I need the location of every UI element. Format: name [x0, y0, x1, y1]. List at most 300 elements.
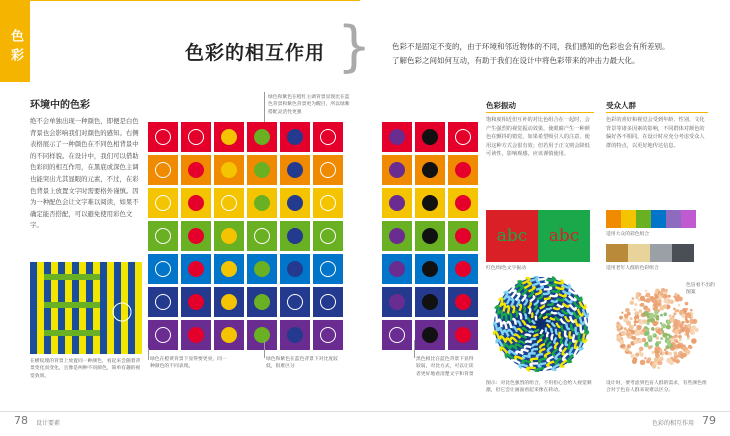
chapter-intro: [392, 40, 692, 68]
audience-rule: [606, 112, 708, 113]
grid-dot: [254, 162, 270, 178]
header-rule: [30, 0, 360, 1]
callout-top: 绿色和紫色在橙红主调背景显现比在蓝色背景和紫色背景更为醒目，所以绿紫搭配灵活性更强: [268, 95, 350, 115]
spiral-stroke: [525, 335, 531, 336]
plate-dot: [687, 335, 690, 338]
color-grid-left: [148, 122, 343, 350]
plate-dot: [665, 289, 668, 292]
spiral-stroke: [531, 327, 536, 328]
plate-dot: [621, 331, 626, 336]
plate-dot: [633, 339, 638, 344]
abc-red-on-green: abc: [548, 226, 580, 246]
grid-dot: [221, 294, 237, 310]
plate-dot: [677, 354, 681, 358]
grid-dot: [422, 228, 438, 244]
plate-dot: [638, 293, 641, 296]
palette-elderly-caption: 适用老年人群的色彩组合: [606, 266, 659, 271]
grid-cell: [181, 287, 211, 317]
plate-dot: [660, 352, 663, 355]
grid-cell: [382, 155, 412, 185]
grid-dot: [389, 195, 405, 211]
plate-dot: [625, 308, 630, 313]
grid-dot: [188, 195, 204, 211]
grid-dot: [287, 162, 303, 178]
plate-dot: [656, 315, 659, 318]
footer-rule: [0, 411, 730, 412]
grid-dot: [320, 327, 336, 343]
plate-dot: [630, 317, 633, 320]
grid-cell: [280, 188, 310, 218]
spiral-stroke: [546, 328, 547, 333]
spiral-stroke: [546, 321, 551, 322]
plate-dot: [639, 310, 642, 313]
grid-dot: [455, 195, 471, 211]
plate-dot: [652, 328, 655, 331]
plate-dot: [656, 336, 660, 340]
grid-cell: [415, 122, 445, 152]
grid-cell: [382, 188, 412, 218]
spiral-stroke: [529, 308, 530, 314]
grid-cell: [313, 320, 343, 350]
plate-dot: [681, 356, 684, 359]
grid-dot: [287, 228, 303, 244]
grid-cell: [448, 287, 478, 317]
plate-dot: [669, 300, 674, 305]
grid-dot: [455, 327, 471, 343]
grid-dot: [422, 195, 438, 211]
page-number-left: 78: [14, 414, 28, 427]
palette-swatch: [666, 210, 681, 228]
plate-dot: [617, 335, 620, 338]
plate-dot: [629, 351, 632, 354]
illusion-caption: 图示：对比色强烈的组合，不用担心会给人视觉刺激，但它会让画面看起来像在转动。: [486, 381, 592, 394]
plate-dot: [653, 334, 656, 337]
grid-dot: [188, 228, 204, 244]
grid-cell: [247, 287, 277, 317]
plate-dot: [659, 357, 663, 361]
grid-cell: [247, 320, 277, 350]
plate-caption-top: 色盲看不出的图案: [686, 283, 715, 296]
grid-dot: [287, 195, 303, 211]
green-swatch: [538, 210, 590, 262]
plate-dot: [681, 314, 685, 318]
grid-dot: [254, 261, 270, 277]
grid-cell: [415, 188, 445, 218]
palette-swatch: [681, 210, 696, 228]
plate-dot: [631, 354, 635, 358]
plate-dot: [666, 339, 671, 344]
plate-dot: [651, 351, 654, 354]
plate-dot: [640, 360, 646, 366]
plate-dot: [636, 319, 639, 322]
plate-dot: [663, 312, 667, 316]
grid-dot: [389, 327, 405, 343]
grid-cell: [448, 221, 478, 251]
grid-dot: [155, 162, 171, 178]
grid-cell: [181, 254, 211, 284]
footer-label-right: 色彩的相互作用: [652, 420, 695, 427]
plate-dot: [660, 322, 662, 324]
plate-dot: [638, 299, 641, 302]
grid-dot: [155, 327, 171, 343]
grid-cell: [448, 155, 478, 185]
plate-dot: [685, 302, 689, 306]
grid-cell: [280, 287, 310, 317]
grid-dot: [221, 261, 237, 277]
plate-dot: [616, 326, 618, 328]
plate-dot: [678, 335, 682, 339]
plate-dot: [647, 336, 651, 340]
grid-cell: [148, 254, 178, 284]
plate-dot: [663, 298, 668, 303]
palette-swatch: [651, 210, 666, 228]
plate-dot: [655, 295, 659, 299]
plate-dot: [635, 329, 638, 332]
plate-dot: [694, 328, 698, 332]
grid-cell: [448, 122, 478, 152]
section-title: 环境中的色彩: [30, 100, 90, 111]
plate-dot: [690, 309, 693, 312]
grid-cell: [181, 155, 211, 185]
vibration-swatches: [486, 210, 590, 262]
plate-dot: [676, 343, 681, 348]
grid-dot: [455, 294, 471, 310]
grid-cell: [214, 254, 244, 284]
plate-dot: [638, 339, 642, 343]
grid-dot: [422, 261, 438, 277]
page-number-right: 79: [702, 414, 716, 427]
grid-dot: [455, 228, 471, 244]
spiral-stroke: [529, 331, 534, 332]
plate-dot: [661, 323, 666, 328]
grid-dot: [389, 162, 405, 178]
abc-green-on-red: abc: [496, 226, 528, 246]
plate-dot: [666, 325, 671, 330]
grid-dot: [422, 294, 438, 310]
grid-cell: [214, 221, 244, 251]
palette-swatch: [628, 244, 650, 262]
plate-dot: [632, 297, 635, 300]
plate-dot: [668, 295, 671, 298]
grid-cell: [214, 155, 244, 185]
callout-bottom-mid: 绿色和紫色在蓝色背景下对比度较低，很难区分: [266, 357, 338, 370]
grid-cell: [148, 221, 178, 251]
palette-swatch: [672, 244, 694, 262]
grid-cell: [382, 221, 412, 251]
rotating-illusion-image: [493, 276, 589, 372]
grid-cell: [214, 287, 244, 317]
grid-dot: [320, 195, 336, 211]
palette-swatch: [636, 210, 651, 228]
grid-cell: [313, 287, 343, 317]
grid-dot: [455, 162, 471, 178]
vibration-text: 饱和度相近但互补的对比色组合在一起时，会产生强烈的视觉振动效果，使眼睛产生一种颜色在颤抖的错觉。如果希望吸引人的注意，使用这种方式会很有效；但若用于正文则会降低可读性，影响观感，应该谨慎使用。: [486, 117, 590, 158]
plate-dot: [669, 314, 672, 317]
plate-dot: [673, 312, 676, 315]
grid-dot: [221, 129, 237, 145]
grid-dot: [389, 129, 405, 145]
grid-cell: [247, 188, 277, 218]
grid-cell: [415, 287, 445, 317]
plate-dot: [637, 312, 640, 315]
plate-dot: [619, 316, 623, 320]
plate-dot: [678, 297, 683, 302]
plate-dot: [674, 293, 677, 296]
plate-dot: [626, 332, 631, 337]
grid-cell: [448, 320, 478, 350]
footer-label-left: 设计要素: [36, 420, 61, 427]
grid-dot: [320, 129, 336, 145]
chapter-tab: 色彩: [0, 0, 30, 82]
plate-dot: [668, 352, 672, 356]
plate-dot: [629, 325, 634, 330]
spiral-stroke: [553, 308, 559, 310]
grid-cell: [382, 320, 412, 350]
callout-bottom-right: 黑色相比在蓝色背景下显得较弱，对比方式，可以让读者更好地看清楚文字和背景: [416, 357, 474, 377]
plate-dot: [646, 298, 651, 303]
intro-line-1: 色彩不是固定不变的，由于环境和邻近物体的不同，我们感知的色彩也会有所差别。: [392, 42, 670, 51]
grid-cell: [148, 155, 178, 185]
plate-dot: [660, 331, 663, 334]
plate-dot: [642, 328, 646, 332]
plate-dot: [685, 349, 690, 354]
grid-dot: [254, 129, 270, 145]
grid-dot: [254, 327, 270, 343]
grid-cell: [448, 188, 478, 218]
swatch-caption: 红色/绿色文字振动: [486, 266, 526, 271]
grid-cell: [448, 254, 478, 284]
plate-dot: [662, 333, 667, 338]
grid-cell: [313, 122, 343, 152]
plate-dot: [657, 366, 660, 369]
palette-swatch: [606, 210, 621, 228]
grid-dot: [188, 294, 204, 310]
grid-dot: [221, 162, 237, 178]
grid-dot: [155, 261, 171, 277]
palette-general-caption: 适用大众的彩色组合: [606, 232, 650, 237]
plate-dot: [658, 341, 661, 344]
grid-dot: [254, 228, 270, 244]
plate-dot: [634, 324, 636, 326]
callout-line-br: [414, 340, 415, 358]
grid-dot: [221, 327, 237, 343]
grid-cell: [415, 254, 445, 284]
grid-dot: [188, 261, 204, 277]
plate-dot: [689, 346, 692, 349]
grid-cell: [415, 155, 445, 185]
spiral-stroke: [546, 313, 551, 314]
grid-cell: [313, 221, 343, 251]
spiral-stroke: [551, 312, 557, 313]
plate-dot: [636, 325, 641, 330]
plate-dot: [667, 334, 670, 337]
plate-dot: [624, 327, 627, 330]
callout-line-bl: [148, 348, 149, 360]
grid-cell: [181, 320, 211, 350]
plate-caption: 设计时，要考虑到色盲人群的需求，有些颜色组合对于色盲人群来说难以区分。: [606, 381, 707, 394]
grid-cell: [280, 254, 310, 284]
plate-dot: [687, 324, 691, 328]
plate-dot: [647, 322, 650, 325]
grid-dot: [320, 294, 336, 310]
callout-bottom-left: 绿色在橙黄背景下显得要更亮，同一种颜色的不同表现。: [150, 357, 227, 370]
grid-cell: [247, 254, 277, 284]
chapter-title: 色彩的相互作用: [185, 42, 326, 64]
palette-general: [606, 210, 696, 228]
grid-cell: [247, 155, 277, 185]
palette-swatch: [606, 244, 628, 262]
grid-dot: [221, 195, 237, 211]
plate-dot: [683, 325, 685, 327]
grid-cell: [280, 320, 310, 350]
grid-cell: [214, 320, 244, 350]
plate-dot: [676, 340, 679, 343]
plate-dot: [647, 357, 651, 361]
plate-dot: [651, 345, 653, 347]
grid-dot: [320, 162, 336, 178]
grid-cell: [313, 155, 343, 185]
stripe-overlay: [30, 262, 142, 354]
plate-dot: [660, 314, 663, 317]
grid-dot: [422, 129, 438, 145]
plate-dot: [652, 364, 657, 369]
grid-dot: [155, 228, 171, 244]
section-body: 绝不会单独出现一种颜色，即便是白色背景也会影响我们对颜色的感知。右侧表格展示了一种颜色在不同色相背景中的不同样貌。在设计中，我们可以借助色彩间的相互作用，在黑底或深色主调也能突出尤其显眼的元素，不过，在彩色背景上放置文字时需要格外谨慎。因为一种配色会让文字难以阅读，如果不确定能否搭配，可以避免使用彩色文字。: [30, 117, 139, 230]
grid-cell: [382, 287, 412, 317]
grid-cell: [148, 287, 178, 317]
plate-dot: [669, 317, 674, 322]
grid-dot: [320, 228, 336, 244]
spiral-stroke: [532, 313, 533, 318]
plate-dot: [640, 303, 644, 307]
grid-cell: [382, 122, 412, 152]
plate-dot: [647, 319, 651, 323]
plate-dot: [620, 344, 624, 348]
red-swatch: [486, 210, 538, 262]
plate-dot: [644, 357, 647, 360]
plate-dot: [645, 342, 648, 345]
grid-dot: [389, 294, 405, 310]
grid-cell: [280, 122, 310, 152]
grid-cell: [415, 320, 445, 350]
plate-dot: [686, 312, 692, 318]
grid-dot: [455, 129, 471, 145]
plate-dot: [673, 351, 677, 355]
plate-dot: [649, 313, 654, 318]
grid-dot: [221, 228, 237, 244]
grid-dot: [254, 195, 270, 211]
audience-text: 色彩的喜好和视觉会受到年龄、性别、文化背景等诸多因素的影响，不同群体对颜色的偏好各不相同，在设计时应充分考虑受众人群的特点，以更好地传达信息。: [606, 117, 705, 149]
plate-dot: [621, 312, 623, 314]
palette-elderly: [606, 244, 694, 262]
plate-dot: [665, 351, 669, 355]
grid-dot: [287, 327, 303, 343]
plate-dot: [654, 310, 659, 315]
grid-cell: [313, 188, 343, 218]
grid-dot: [188, 162, 204, 178]
plate-dot: [653, 321, 658, 326]
plate-dot: [666, 358, 671, 363]
grid-dot: [254, 294, 270, 310]
plate-dot: [663, 304, 667, 308]
plate-dot: [643, 311, 649, 317]
grid-cell: [181, 122, 211, 152]
plate-dot: [630, 301, 634, 305]
spiral-stroke: [536, 316, 537, 321]
grid-cell: [148, 122, 178, 152]
grid-dot: [188, 129, 204, 145]
plate-dot: [679, 338, 682, 341]
plate-dot: [638, 351, 641, 354]
plate-dot: [679, 331, 682, 334]
palette-swatch: [650, 244, 672, 262]
plate-dot: [685, 329, 690, 334]
plate-dot: [661, 293, 664, 296]
plate-dot: [625, 348, 629, 352]
intro-line-2: 了解色彩之间如何互动，有助于我们在设计中将色彩带来的冲击力最大化。: [392, 56, 640, 65]
plate-dot: [652, 298, 657, 303]
plate-dot: [679, 323, 684, 328]
grid-dot: [188, 327, 204, 343]
plate-dot: [664, 349, 667, 352]
grid-cell: [247, 221, 277, 251]
grid-cell: [214, 188, 244, 218]
plate-dot: [678, 304, 680, 306]
vibration-title: 色彩振动: [486, 101, 516, 110]
grid-cell: [148, 320, 178, 350]
plate-dot: [686, 308, 689, 311]
grid-cell: [181, 188, 211, 218]
grid-cell: [181, 221, 211, 251]
grid-dot: [389, 228, 405, 244]
spiral-stroke: [552, 334, 553, 340]
grid-dot: [155, 294, 171, 310]
brace-decoration: }: [337, 15, 372, 78]
plate-dot: [634, 303, 637, 306]
plate-dot: [639, 347, 644, 352]
callout-line-top: [264, 92, 265, 122]
vibration-rule: [486, 112, 594, 113]
plate-dot: [690, 330, 695, 335]
grid-dot: [455, 261, 471, 277]
callout-line-bm: [264, 340, 265, 358]
plate-dot: [691, 340, 694, 343]
plate-dot: [685, 318, 688, 321]
plate-dot: [652, 306, 654, 308]
grid-cell: [280, 221, 310, 251]
grid-cell: [313, 254, 343, 284]
grid-cell: [247, 122, 277, 152]
plate-dot: [645, 290, 647, 292]
plate-dot: [631, 330, 635, 334]
palette-swatch: [621, 210, 636, 228]
color-grid-right: [382, 122, 478, 350]
grid-cell: [214, 122, 244, 152]
stripes-caption: 在横纹理的背景上放置同一种颜色，看起来会随着背景变化而变化，且像是两种不同颜色，简单有趣的视觉效果。: [30, 359, 141, 379]
spiral-stroke: [547, 332, 548, 337]
grid-cell: [382, 254, 412, 284]
stripe-illusion-image: [30, 262, 142, 354]
audience-title: 受众人群: [606, 101, 636, 110]
plate-dot: [623, 318, 627, 322]
plate-dot: [616, 322, 619, 325]
plate-dot: [675, 310, 678, 313]
grid-cell: [415, 221, 445, 251]
color-blind-test-plate: [614, 286, 700, 372]
grid-cell: [148, 188, 178, 218]
plate-dot: [658, 300, 662, 304]
grid-dot: [287, 261, 303, 277]
